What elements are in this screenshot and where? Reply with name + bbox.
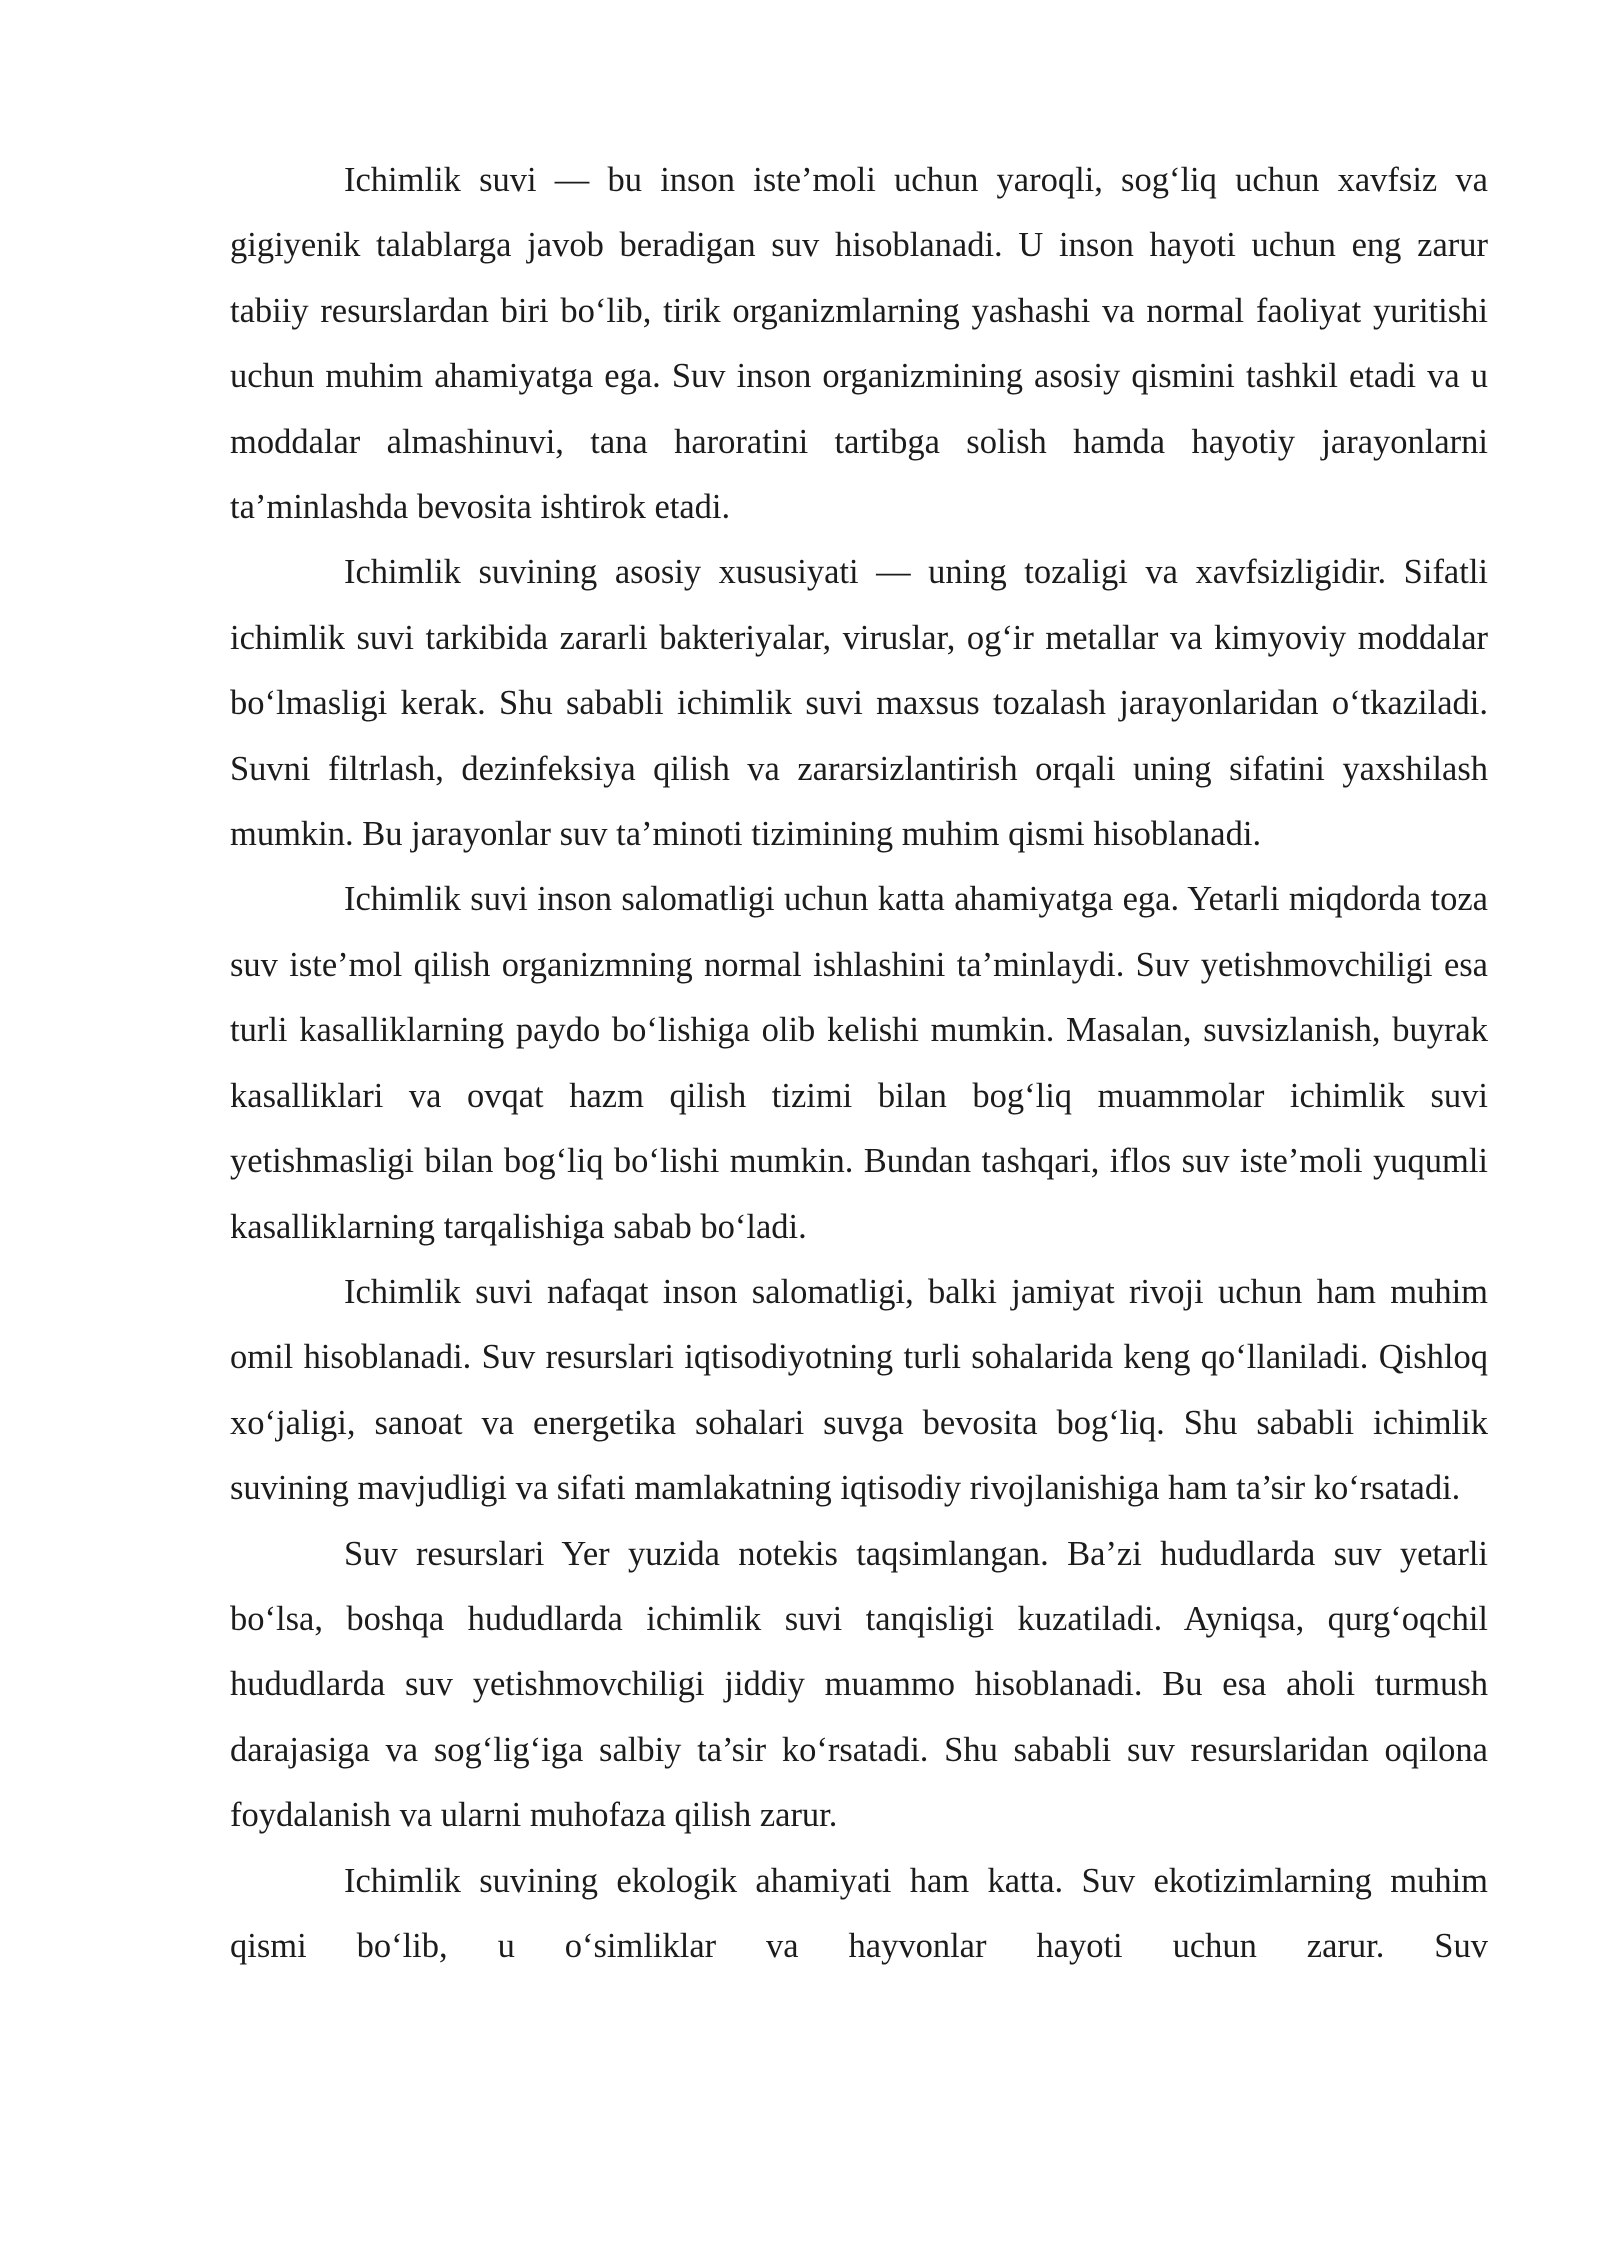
paragraph-3: Ichimlik suvi inson salomatligi uchun katta ahamiyatga ega. Yetarli miqdorda toza suv iste’mol qilish organizmning normal ishlashini ta’minlaydi. Suv yetishmovchiligi esa turli kasalliklarning paydo bo‘lishiga olib kelishi mumkin. Masalan, suvsizlanish, buyrak kasalliklari va ovqat hazm qilish tizimi bilan bog‘liq muammolar ichimlik suvi yetishmasligi bilan bog‘liq bo‘lishi mumkin. Bundan tashqari, iflos suv iste’moli yuqumli kasalliklarning tarqalishiga sabab bo‘ladi. (230, 880, 1488, 1246)
paragraph-5: Suv resurslari Yer yuzida notekis taqsimlangan. Ba’zi hududlarda suv yetarli bo‘lsa, boshqa hududlarda ichimlik suvi tanqisligi kuzatiladi. Ayniqsa, qurg‘oqchil hududlarda suv yetishmovchiligi jiddiy muammo hisoblanadi. Bu esa aholi turmush darajasiga va sog‘lig‘iga salbiy ta’sir ko‘rsatadi. Shu sababli suv resurslaridan oqilona foydalanish va ularni muhofaza qilish zarur. (230, 1534, 1488, 1835)
paragraph-6: Ichimlik suvining ekologik ahamiyati ham katta. Suv ekotizimlarning muhim qismi bo‘lib, u o‘simliklar va hayvonlar hayoti uchun zarur. Suv (230, 1861, 1488, 1965)
document-page (230, 148, 1488, 1979)
paragraph-2: Ichimlik suvining asosiy xususiyati — uning tozaligi va xavfsizligidir. Sifatli ichimlik suvi tarkibida zararli bakteriyalar, viruslar, og‘ir metallar va kimyoviy moddalar bo‘lmasligi kerak. Shu sababli ichimlik suvi maxsus tozalash jarayonlaridan o‘tkaziladi. Suvni filtrlash, dezinfeksiya qilish va zararsizlantirish orqali uning sifatini yaxshilash mumkin. Bu jarayonlar suv ta’minoti tizimining muhim qismi hisoblanadi. (230, 553, 1488, 854)
paragraph-4: Ichimlik suvi nafaqat inson salomatligi, balki jamiyat rivoji uchun ham muhim omil hisoblanadi. Suv resurslari iqtisodiyotning turli sohalarida keng qo‘llaniladi. Qishloq xo‘jaligi, sanoat va energetika sohalari suvga bevosita bog‘liq. Shu sababli ichimlik suvining mavjudligi va sifati mamlakatning iqtisodiy rivojlanishiga ham ta’sir ko‘rsatadi. (230, 1272, 1488, 1508)
paragraph-1: Ichimlik suvi — bu inson iste’moli uchun yaroqli, sog‘liq uchun xavfsiz va gigiyenik talablarga javob beradigan suv hisoblanadi. U inson hayoti uchun eng zarur tabiiy resurslardan biri bo‘lib, tirik organizmlarning yashashi va normal faoliyat yuritishi uchun muhim ahamiyatga ega. Suv inson organizmining asosiy qismini tashkil etadi va u moddalar almashinuvi, tana haroratini tartibga solish hamda hayotiy jarayonlarni ta’minlashda bevosita ishtirok etadi. (230, 161, 1488, 527)
